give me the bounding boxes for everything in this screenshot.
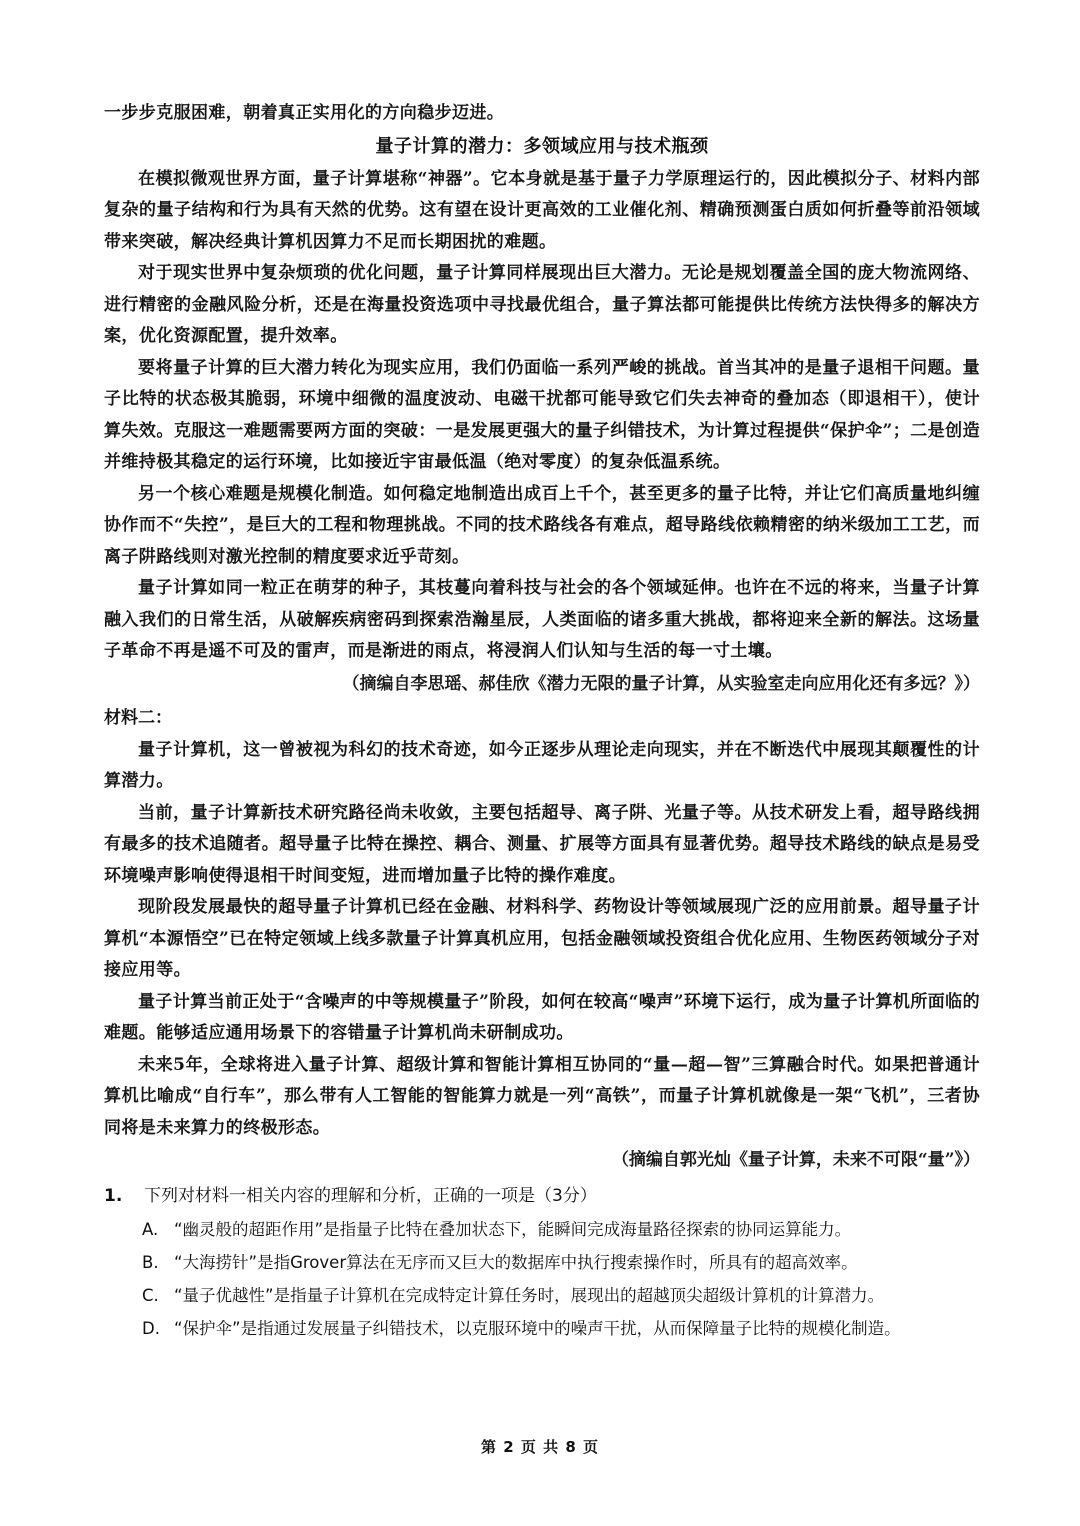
option-text: “幽灵般的超距作用”是指量子比特在叠加状态下，能瞬间完成海量路径探索的协同运算能力。	[174, 1220, 852, 1239]
material2-body	[104, 735, 980, 1145]
option-key: C.	[142, 1286, 159, 1305]
paragraph: 量子计算如同一粒正在萌芽的种子，其枝蔓向着科技与社会的各个领域延伸。也许在不远的将来，当量子计算融入我们的日常生活，从破解疾病密码到探索浩瀚星辰，人类面临的诸多重大挑战，都将迎来全新的解法。这场量子革命不再是遥不可及的雷声，而是渐进的雨点，将浸润人们认知与生活的每一寸土壤。	[104, 578, 980, 661]
paragraph: 在模拟微观世界方面，量子计算堪称“神器”。它本身就是基于量子力学原理运行的，因此模拟分子、材料内部复杂的量子结构和行为具有天然的优势。这有望在设计更高效的工业催化剂、精确预测蛋白质如何折叠等前沿领域带来突破，解决经典计算机因算力不足而长期困扰的难题。	[104, 168, 980, 252]
paragraph: 要将量子计算的巨大潜力转化为现实应用，我们仍面临一系列严峻的挑战。首当其冲的是量子退相干问题。量子比特的状态极其脆弱，环境中细微的温度波动、电磁干扰都可能导致它们失去神奇的叠加态（即退相干），使计算失效。克服这一难题需要两方面的突破：一是发展更强大的量子纠错技术，为计算过程提供“保护伞”；二是创造并维持极其稳定的运行环境，比如接近宇宙最低温（绝对零度）的复杂低温系统。	[104, 357, 980, 472]
paragraph: 未来5年，全球将进入量子计算、超级计算和智能计算相互协同的“量—超—智”三算融合时代。如果把普通计算机比喻成“自行车”，那么带有人工智能的智能算力就是一列“高铁”，而量子计算机就像是一架“飞机”，三者协同将是未来算力的终极形态。	[104, 1054, 980, 1138]
question-number: 1.	[104, 1186, 123, 1206]
option-d	[142, 1312, 980, 1345]
material1-source: （摘编自李思瑶、郝佳欣《潜力无限的量子计算，从实验室走向应用化还有多远？》）	[342, 673, 980, 694]
material1-body	[104, 164, 980, 668]
question-1	[104, 1179, 980, 1345]
paragraph: 量子计算机，这一曾被视为科幻的技术奇迹，如今正逐步从理论走向现实，并在不断迭代中展现其颠覆性的计算潜力。	[104, 739, 980, 791]
option-text: “量子优越性”是指量子计算机在完成特定计算任务时，展现出的超越顶尖超级计算机的计算潜力。	[174, 1286, 885, 1305]
option-b	[142, 1246, 980, 1279]
option-key: D.	[142, 1319, 160, 1338]
page-content	[104, 98, 980, 1345]
paragraph: 量子计算当前正处于“含噪声的中等规模量子”阶段，如何在较高“噪声”环境下运行，成为量子计算机所面临的难题。能够适应通用场景下的容错量子计算机尚未研制成功。	[104, 991, 980, 1043]
question-stem	[104, 1179, 980, 1213]
paragraph: 另一个核心难题是规模化制造。如何稳定地制造出成百上千个，甚至更多的量子比特，并让它们高质量地纠缠协作而不“失控”，是巨大的工程和物理挑战。不同的技术路线各有难点，超导路线依赖精密的纳米级加工工艺，而离子阱路线则对激光控制的精度要求近乎苛刻。	[104, 483, 980, 567]
option-text: “大海捞针”是指Grover算法在无序而又巨大的数据库中执行搜索操作时，所具有的超高效率。	[174, 1253, 858, 1272]
page-footer: 第 2 页 共 8 页	[481, 1438, 599, 1456]
paragraph: 现阶段发展最快的超导量子计算机已经在金融、材料科学、药物设计等领域展现广泛的应用前景。超导量子计算机“本源悟空”已在特定领域上线多款量子计算真机应用，包括金融领域投资组合优化应用、生物医药领域分子对接应用等。	[104, 897, 980, 980]
section-heading: 量子计算的潜力：多领域应用与技术瓶颈	[375, 135, 709, 157]
option-text: “保护伞”是指通过发展量子纠错技术，以克服环境中的噪声干扰，从而保障量子比特的规模化制造。	[174, 1319, 901, 1338]
question-text: 下列对材料一相关内容的理解和分析，正确的一项是（3分）	[144, 1186, 597, 1206]
material2-source: （摘编自郭光灿《量子计算，未来不可限“量”》）	[611, 1150, 980, 1170]
intro-line: 一步步克服困难，朝着真正实用化的方向稳步迈进。	[104, 103, 505, 123]
option-c	[142, 1279, 980, 1312]
paragraph: 当前，量子计算新技术研究路径尚未收敛，主要包括超导、离子阱、光量子等。从技术研发上看，超导路线拥有最多的技术追随者。超导量子比特在操控、耦合、测量、扩展等方面具有显著优势。超导技术路线的缺点是易受环境噪声影响使得退相干时间变短，进而增加量子比特的操作难度。	[104, 802, 980, 886]
option-key: B.	[142, 1253, 159, 1272]
paragraph: 对于现实世界中复杂烦琐的优化问题，量子计算同样展现出巨大潜力。无论是规划覆盖全国的庞大物流网络、进行精密的金融风险分析，还是在海量投资选项中寻找最优组合，量子算法都可能提供比传统方法快得多的解决方案，优化资源配置，提升效率。	[104, 263, 980, 346]
option-key: A.	[142, 1220, 159, 1239]
material2-label: 材料二：	[104, 707, 172, 728]
option-a	[142, 1213, 980, 1246]
